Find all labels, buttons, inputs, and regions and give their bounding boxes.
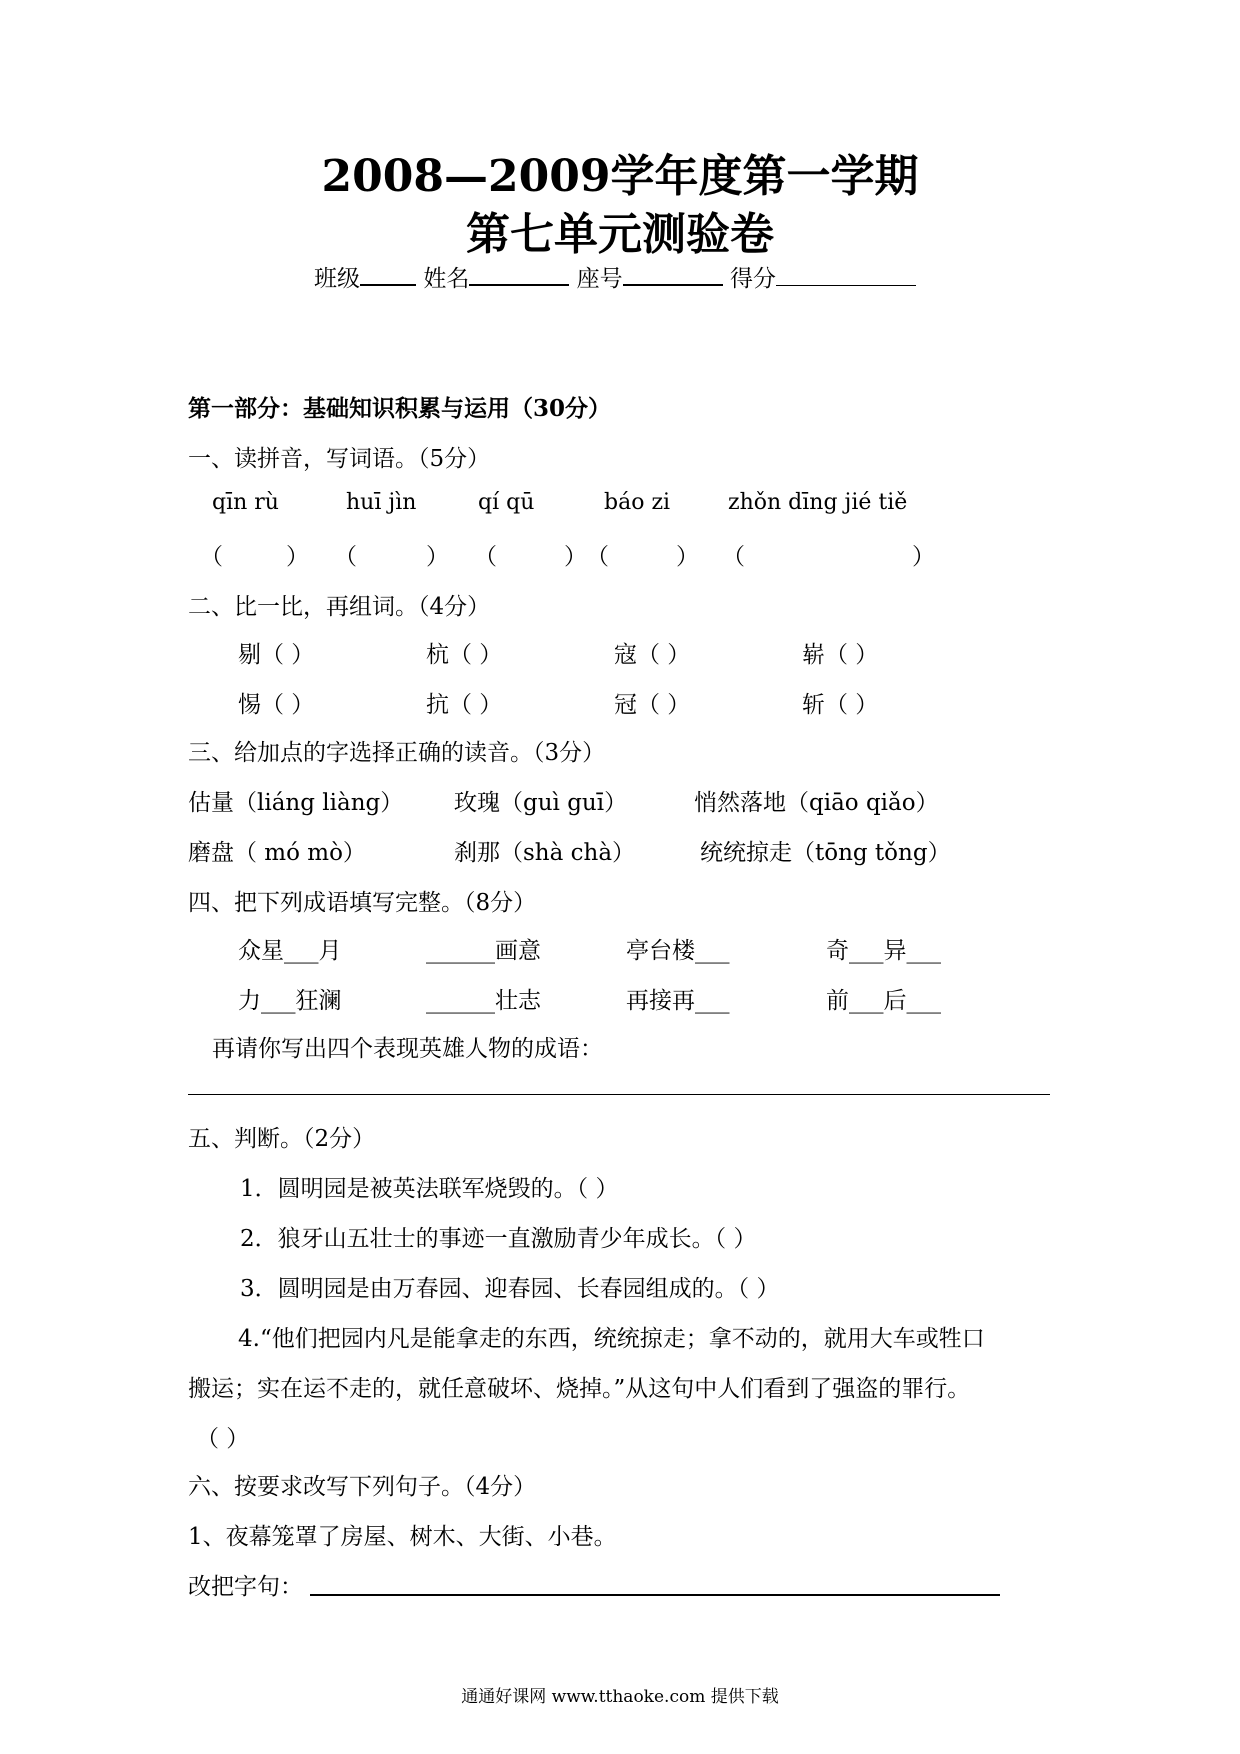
compare-item[interactable]: 剔（ ） <box>238 642 315 668</box>
name-blank[interactable] <box>469 262 569 286</box>
name-label: 姓名 <box>423 266 470 292</box>
exam-subtitle: 第七单元测验卷 <box>466 209 774 260</box>
idiom-item[interactable]: ______壮志 <box>426 988 541 1014</box>
idiom-item[interactable]: ______画意 <box>426 938 541 964</box>
q6-heading: 六、按要求改写下列句子。（4分） <box>188 1474 537 1500</box>
compare-item[interactable]: 斩（ ） <box>802 692 879 718</box>
answer-blank-4-close: ） <box>676 544 699 570</box>
judge-item-1[interactable]: 1．圆明园是被英法联军烧毁的。（ ） <box>240 1176 619 1202</box>
q5-heading: 五、判断。（2分） <box>188 1126 376 1152</box>
judge-item-4-blank[interactable]: （ ） <box>196 1426 250 1452</box>
answer-blank-3-close: ） <box>564 544 587 570</box>
info-fields <box>314 260 916 293</box>
compare-item[interactable]: 冠（ ） <box>614 692 691 718</box>
idiom-item[interactable]: 亭台楼___ <box>626 938 730 964</box>
pinyin-2: huī jìn <box>346 490 417 515</box>
compare-item[interactable]: 惕（ ） <box>238 692 315 718</box>
idiom-item[interactable]: 再接再___ <box>626 988 730 1014</box>
pinyin-1: qīn rù <box>212 490 279 515</box>
compare-item[interactable]: 寇（ ） <box>614 642 691 668</box>
reading-choice[interactable]: 刹那（shà chà） <box>454 840 636 866</box>
judge-item-4-line1: 4.“他们把园内凡是能拿走的东西，统统掠走；拿不动的，就用大车或牲口 <box>238 1326 985 1352</box>
pinyin-3: qí qū <box>478 490 535 515</box>
rewrite-answer-label: 改把字句： <box>188 1574 303 1600</box>
idiom-item[interactable]: 奇___异___ <box>826 938 941 964</box>
idiom-item[interactable]: 前___后___ <box>826 988 941 1014</box>
answer-blank-2[interactable]: （ <box>334 544 357 570</box>
answer-blank-2-close: ） <box>426 544 449 570</box>
class-label: 班级 <box>314 266 360 292</box>
idiom-item[interactable]: 众星___月 <box>238 938 342 964</box>
judge-item-2[interactable]: 2．狼牙山五壮士的事迹一直激励青少年成长。（ ） <box>240 1226 757 1252</box>
reading-choice[interactable]: 统统掠走（tōng tǒng） <box>700 840 951 866</box>
hero-idiom-answer-line[interactable] <box>188 1094 1050 1095</box>
score-blank[interactable] <box>776 263 916 286</box>
compare-item[interactable]: 崭（ ） <box>802 642 879 668</box>
idiom-item[interactable]: 力___狂澜 <box>238 988 342 1014</box>
answer-blank-5-close: ） <box>912 544 935 570</box>
compare-item[interactable]: 抗（ ） <box>426 692 503 718</box>
score-label: 得分 <box>729 266 776 292</box>
pinyin-4: báo zi <box>604 490 671 515</box>
q4-heading: 四、把下列成语填写完整。（8分） <box>188 890 537 916</box>
class-blank[interactable] <box>360 262 416 286</box>
answer-blank-4[interactable]: （ <box>586 544 609 570</box>
reading-choice[interactable]: 悄然落地（qiāo qiǎo） <box>694 790 939 816</box>
reading-choice[interactable]: 磨盘（ mó mò） <box>188 840 366 866</box>
compare-item[interactable]: 杭（ ） <box>426 642 503 668</box>
reading-choice[interactable]: 估量（liáng liàng） <box>188 790 404 816</box>
answer-blank-5[interactable]: （ <box>722 544 745 570</box>
footer-source: 通通好课网 www.tthaoke.com 提供下载 <box>461 1687 779 1707</box>
rewrite-answer-line[interactable] <box>310 1594 1000 1596</box>
answer-blank-1-close: ） <box>286 544 309 570</box>
judge-item-4-line2: 搬运；实在运不走的，就任意破坏、烧掉。”从这句中人们看到了强盗的罪行。 <box>188 1376 971 1402</box>
q3-heading: 三、给加点的字选择正确的读音。（3分） <box>188 740 606 766</box>
part1-heading: 第一部分：基础知识积累与运用（30分） <box>188 395 612 422</box>
seat-blank[interactable] <box>623 262 723 286</box>
answer-blank-1[interactable]: （ <box>200 544 223 570</box>
pinyin-5: zhǒn dīng jié tiě <box>728 490 908 515</box>
seat-label: 座号 <box>576 266 623 292</box>
q2-heading: 二、比一比，再组词。（4分） <box>188 594 491 620</box>
answer-blank-3[interactable]: （ <box>474 544 497 570</box>
q1-heading: 一、读拼音，写词语。（5分） <box>188 446 491 472</box>
exam-title: 2008—2009学年度第一学期 <box>321 151 919 202</box>
judge-item-3[interactable]: 3．圆明园是由万春园、迎春园、长春园组成的。（ ） <box>240 1276 780 1302</box>
reading-choice[interactable]: 玫瑰（guì guī） <box>454 790 628 816</box>
hero-idiom-prompt: 再请你写出四个表现英雄人物的成语： <box>212 1036 603 1062</box>
rewrite-item-1: 1、夜幕笼罩了房屋、树木、大街、小巷。 <box>188 1524 617 1550</box>
